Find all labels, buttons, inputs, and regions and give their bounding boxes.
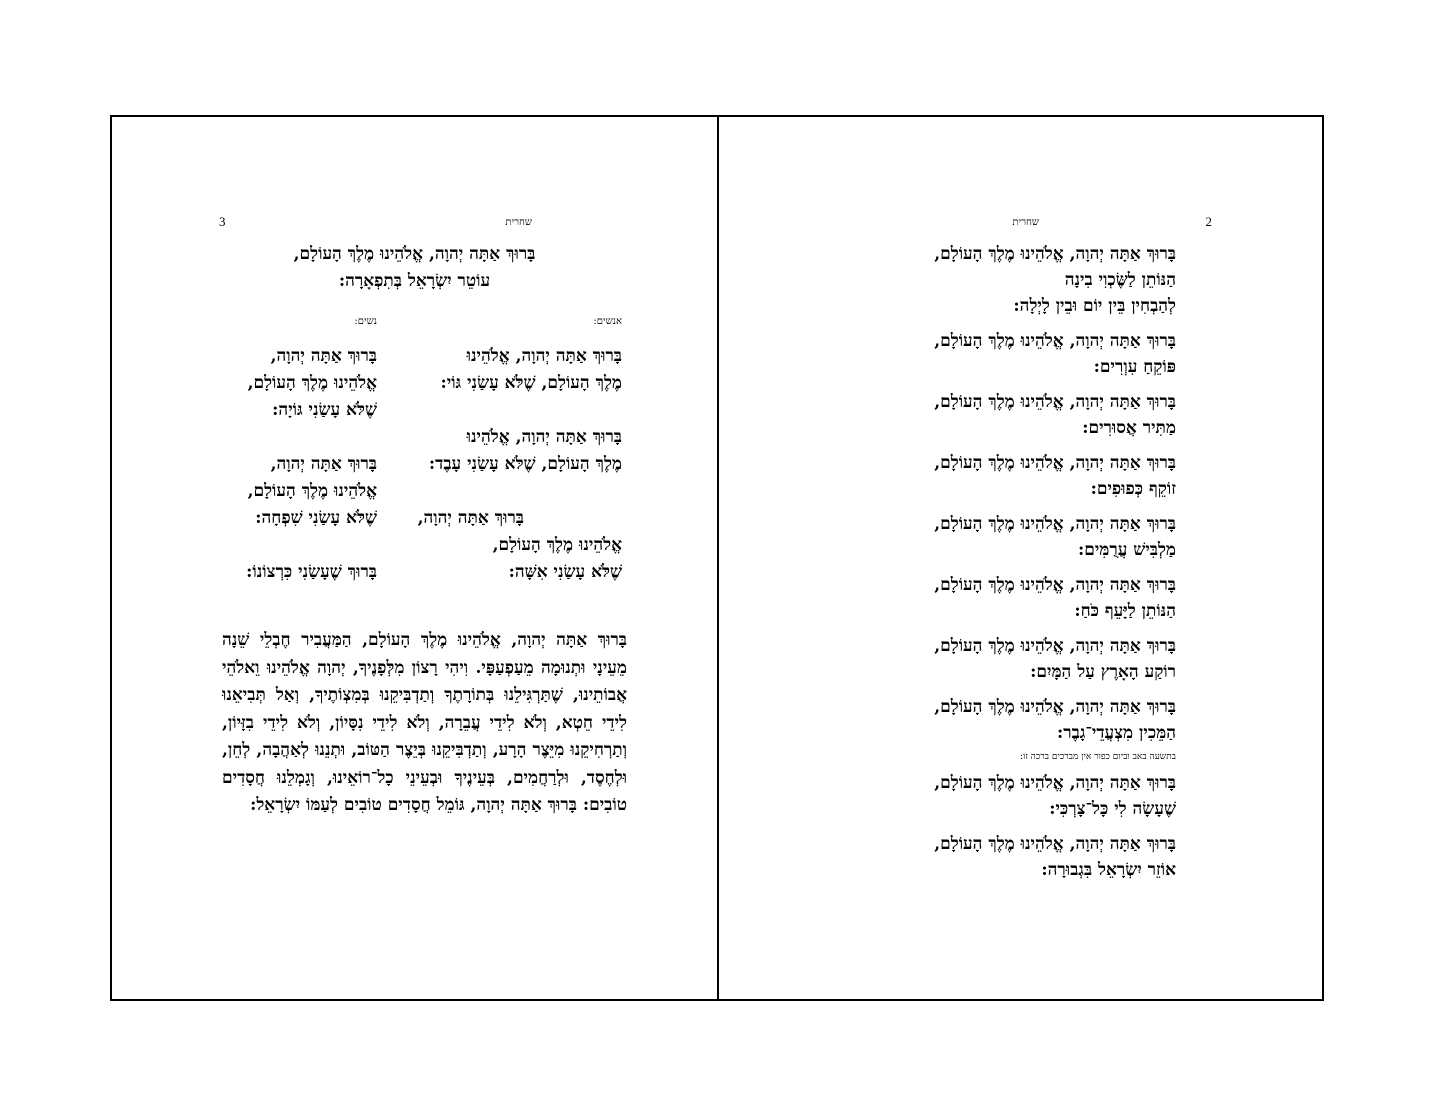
men-line: אֱלֹהֵינוּ מֶלֶךְ הָעוֹלָם, (492, 535, 622, 555)
men-line: מֶלֶךְ הָעוֹלָם, שֶׁלֹּא עָשַׂנִי גּוֹי: (440, 373, 622, 393)
men-line: שֶׁלֹּא עָשַׂנִי אִשָּׁה: (508, 562, 622, 582)
blessing (934, 770, 1176, 822)
blessing (934, 389, 1176, 441)
blessing (934, 328, 1176, 380)
men-line (418, 397, 622, 424)
women-line: בָּרוּךְ שֶׁעָשַׂנִי כִּרְצוֹנוֹ: (246, 562, 377, 582)
blessing-ending: הַמֵּכִין מִצְעֲדֵי־גָבֶר: (1056, 723, 1176, 743)
men-line: בָּרוּךְ אַתָּה יְהוָה, (417, 508, 524, 528)
blessing-ending: פּוֹקֵחַ עִוְרִים: (1093, 357, 1176, 377)
page-header-title: שחרית (1012, 217, 1039, 228)
blessing (934, 450, 1176, 502)
blessing (934, 694, 1176, 746)
men-blessings-column (418, 343, 622, 586)
page-number: 3 (219, 214, 226, 229)
left-page (112, 117, 717, 999)
blessing-opening: בָּרוּךְ אַתָּה יְהוָה, אֱלֹהֵינוּ מֶלֶךְ הָעוֹלָם, (934, 514, 1176, 534)
blessing (934, 241, 1176, 319)
women-line: שֶׁלֹּא עָשַׂנִי שִׁפְחָה: (255, 508, 377, 528)
women-line: אֱלֹהֵינוּ מֶלֶךְ הָעוֹלָם, (247, 481, 377, 501)
blessing (934, 572, 1176, 624)
right-page (719, 117, 1322, 999)
rubric-note: בתשעה באב וביום כפור אין מברכים ברכה זו: (1019, 752, 1176, 762)
blessing-opening: בָּרוּךְ אַתָּה יְהוָה, אֱלֹהֵינוּ מֶלֶךְ הָעוֹלָם, (934, 392, 1176, 412)
men-line: בָּרוּךְ אַתָּה יְהוָה, אֱלֹהֵינוּ (466, 427, 622, 447)
opening-line: בָּרוּךְ אַתָּה יְהוָה, אֱלֹהֵינוּ מֶלֶךְ הָעוֹלָם, (293, 244, 536, 264)
women-line: בָּרוּךְ אַתָּה יְהוָה, (270, 346, 377, 366)
blessing-opening: בָּרוּךְ אַתָּה יְהוָה, אֱלֹהֵינוּ מֶלֶךְ הָעוֹלָם, (934, 575, 1176, 595)
blessing-opening: בָּרוּךְ אַתָּה יְהוָה, אֱלֹהֵינוּ מֶלֶךְ הָעוֹלָם, (934, 697, 1176, 717)
women-line: בָּרוּךְ אַתָּה יְהוָה, (270, 454, 377, 474)
women-line (246, 424, 377, 451)
opening-blessing (112, 241, 717, 295)
women-line (246, 532, 377, 559)
men-line: בָּרוּךְ אַתָּה יְהוָה, אֱלֹהֵינוּ (466, 346, 622, 366)
men-column-header: אנשים: (593, 316, 622, 327)
women-line: אֱלֹהֵינוּ מֶלֶךְ הָעוֹלָם, (247, 373, 377, 393)
page-header-title: שחרית (505, 217, 532, 228)
blessing-ending: שֶׁעָשָׂה לִי כָּל־צָרְכִּי: (1049, 799, 1176, 819)
women-blessings-column (246, 343, 377, 586)
blessing-ending: מַתִּיר אֲסוּרִים: (1082, 418, 1176, 438)
morning-prayer-paragraph: בָּרוּךְ אַתָּה יְהוָה, אֱלֹהֵינוּ מֶלֶךְ הָעוֹלָם, הַמַּעֲבִיר חֶבְלֵי שֵׁנָה מֵעֵינָי וּתְנוּמָה מֵעַפְעַפָּי. וִיהִי רָצוֹן מִלְּפָנֶיךָ, יְהוָה אֱלֹהֵינוּ וֵאלֹהֵי אֲבוֹתֵינוּ, שֶׁתַּרְגִּילֵנוּ בְּתוֹרָתֶךָ וְתַדְבִּיקֵנוּ בְּמִצְוֹתֶיךָ, וְאַל תְּבִיאֵנוּ לִידֵי חֵטְא, וְלֹא לִידֵי עֲבֵרָה, וְלֹא לִידֵי נִסָּיוֹן, וְלֹא לִידֵי בִזָּיוֹן, וְתַרְחִיקֵנוּ מִיֵּצֶר הָרָע, וְתַדְבִּיקֵנוּ בְּיֵצֶר הַטּוֹב, וּתְנֵנוּ לְאַהֲבָה, לְחֵן, וּלְחֶסֶד, וּלְרַחֲמִים, בְּעֵינֶיךָ וּבְעֵינֵי כָל־רוֹאֵינוּ, וְגָמְלֵנוּ חֲסָדִים טוֹבִים: בָּרוּךְ אַתָּה יְהוָה, גּוֹמֵל חֲסָדִים טוֹבִים לְעַמּוֹ יִשְׂרָאֵל: (222, 630, 627, 815)
blessing (934, 633, 1176, 685)
opening-line: עוֹטֵר יִשְׂרָאֵל בְּתִפְאָרָה: (338, 271, 491, 291)
blessing-ending: הַנּוֹתֵן לַיָּעֵף כֹּחַ: (1074, 601, 1176, 621)
blessing-opening: בָּרוּךְ אַתָּה יְהוָה, אֱלֹהֵינוּ מֶלֶךְ הָעוֹלָם, (934, 244, 1176, 264)
blessing-opening: בָּרוּךְ אַתָּה יְהוָה, אֱלֹהֵינוּ מֶלֶךְ הָעוֹלָם, (934, 331, 1176, 351)
blessing-ending: מַלְבִּישׁ עֲרֻמִּים: (1077, 540, 1176, 560)
blessing (934, 831, 1176, 883)
blessing-ending: לְהַבְחִין בֵּין יוֹם וּבֵין לָיְלָה: (1013, 296, 1176, 316)
blessing-opening: בָּרוּךְ אַתָּה יְהוָה, אֱלֹהֵינוּ מֶלֶךְ הָעוֹלָם, (934, 834, 1176, 854)
blessing-ending: רוֹקַע הָאָרֶץ עַל הַמָּיִם: (1030, 662, 1176, 682)
blessing-opening: בָּרוּךְ אַתָּה יְהוָה, אֱלֹהֵינוּ מֶלֶךְ הָעוֹלָם, (934, 773, 1176, 793)
blessing (934, 511, 1176, 563)
blessing-ending: זוֹקֵף כְּפוּפִים: (1090, 479, 1176, 499)
women-column-header: נשים: (354, 316, 377, 327)
blessing-ending: אוֹזֵר יִשְׂרָאֵל בִּגְבוּרָה: (1041, 860, 1176, 880)
blessing-opening: בָּרוּךְ אַתָּה יְהוָה, אֱלֹהֵינוּ מֶלֶךְ הָעוֹלָם, (934, 453, 1176, 473)
morning-blessings-list (934, 241, 1176, 892)
page-number: 2 (1205, 214, 1212, 229)
book-spread (110, 115, 1324, 1001)
blessing-ending: הַנּוֹתֵן לַשֶּׂכְוִי בִינָה (1064, 270, 1176, 290)
blessing-opening: בָּרוּךְ אַתָּה יְהוָה, אֱלֹהֵינוּ מֶלֶךְ הָעוֹלָם, (934, 636, 1176, 656)
women-line: שֶׁלֹּא עָשַׂנִי גּוֹיָה: (272, 400, 377, 420)
men-line (418, 478, 622, 505)
men-line: מֶלֶךְ הָעוֹלָם, שֶׁלֹּא עָשַׂנִי עָבֶד: (428, 454, 622, 474)
